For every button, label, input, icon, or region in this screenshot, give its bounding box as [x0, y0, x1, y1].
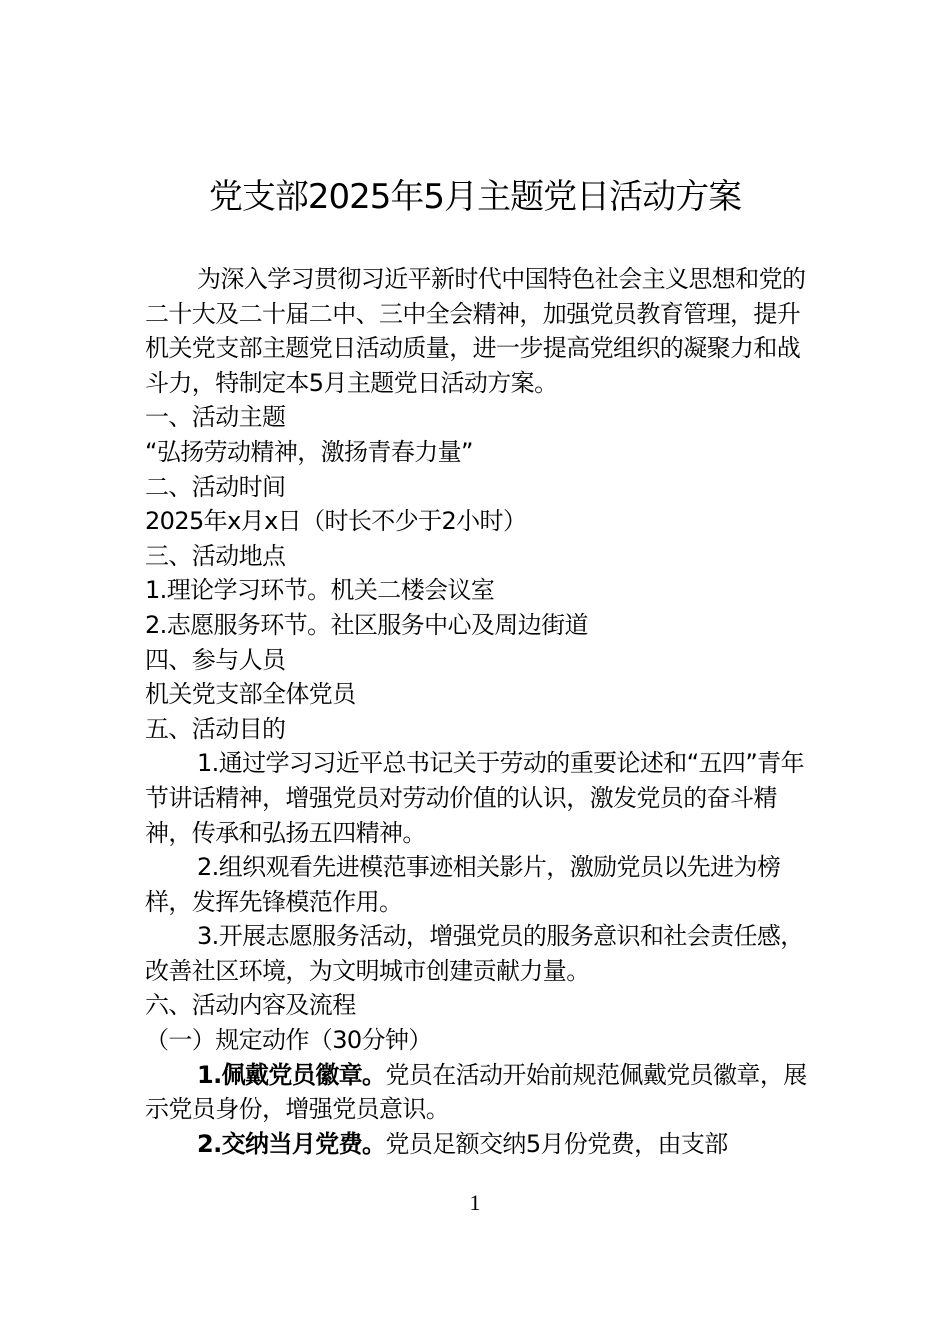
location-item: 1.理论学习环节。机关二楼会议室 [145, 576, 495, 605]
location-item: 2.志愿服务环节。社区服务中心及周边街道 [145, 610, 588, 639]
section-heading-participants: 四、参与人员 [145, 645, 286, 674]
page-number: 1 [469, 1190, 481, 1215]
time-content: 2025年x月x日（时长不少于2小时） [145, 507, 527, 536]
purpose-item: 2.组织观看先进模范事迹相关影片，激励党员以先进为榜样，发挥先锋模范作用。 [145, 853, 781, 916]
section-heading-content-flow: 六、活动内容及流程 [145, 991, 356, 1020]
document-title: 党支部2025年5月主题党日活动方案 [208, 177, 742, 217]
flow-item-text: 党员足额交纳5月份党费，由支部 [385, 1129, 728, 1158]
section-heading-location: 三、活动地点 [145, 541, 286, 570]
purpose-item: 3.开展志愿服务活动，增强党员的服务意识和社会责任感，改善社区环境，为文明城市创建贡献力量。 [145, 922, 804, 985]
subheading-required-actions: （一）规定动作（30分钟） [145, 1026, 432, 1055]
flow-item-text: 党员在活动开始前规范佩戴党员徽章，展示党员身份，增强党员意识。 [145, 1060, 807, 1124]
document-body [145, 262, 810, 1161]
section-heading-time: 二、活动时间 [145, 472, 286, 501]
flow-item-title: 2.交纳当月党费。 [197, 1129, 386, 1158]
intro-paragraph: 为深入学习贯彻习近平新时代中国特色社会主义思想和党的二十大及二十届二中、三中全会精神，加强党员教育管理，提升机关党支部主题党日活动质量，进一步提高党组织的凝聚力和战斗力，特制定本5月主题党日活动方案。 [145, 265, 806, 397]
flow-item-title: 1.佩戴党员徽章。 [197, 1060, 386, 1089]
purpose-item: 1.通过学习习近平总书记关于劳动的重要论述和“五四”青年节讲话精神，增强党员对劳动价值的认识，激发党员的奋斗精神，传承和弘扬五四精神。 [145, 749, 804, 847]
participants-content: 机关党支部全体党员 [145, 680, 356, 709]
theme-content: “弘扬劳动精神，激扬青春力量” [145, 437, 473, 466]
section-heading-theme: 一、活动主题 [145, 403, 286, 432]
flow-item [145, 1058, 810, 1127]
flow-item [145, 1127, 810, 1162]
section-heading-purpose: 五、活动目的 [145, 714, 286, 743]
